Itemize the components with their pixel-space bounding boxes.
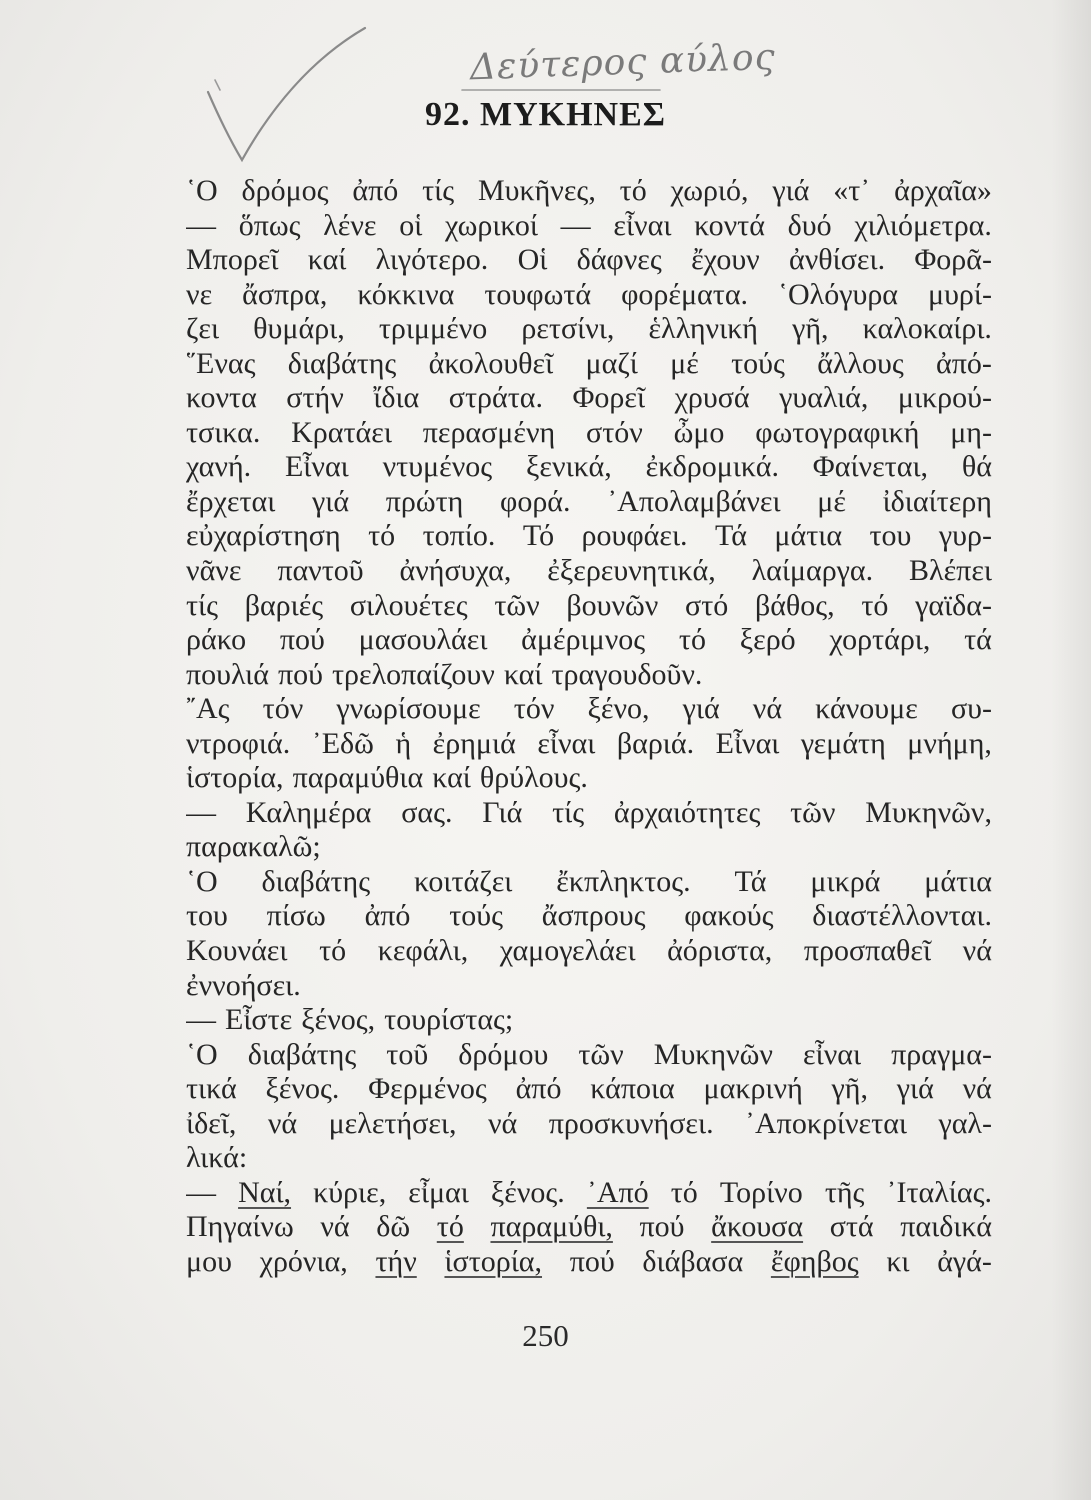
handwritten-note: Δεύτερος αύλος: [469, 36, 777, 89]
body-text: [186, 174, 992, 1280]
page-number: 250: [522, 1318, 569, 1353]
text-line: — Ναί, κύριε, εἶμαι ξένος. ᾿Από τό Τορίνο τῆς ᾿Ιταλίας.: [186, 1175, 992, 1209]
text-line: ῾Ο δρόμος ἀπό τίς Μυκῆνες, τό χωριό, γιά «τ᾽ ἀρχαῖα»: [186, 174, 992, 207]
text-line: ῾Ο διαβάτης κοιτάζει ἔκπληκτος. Τά μικρά μάτια: [186, 864, 992, 898]
page-edge-shadow: [1051, 0, 1091, 1500]
text-line: Κουνάει τό κεφάλι, χαμογελάει ἀόριστα, προσπαθεῖ νά: [186, 934, 992, 968]
text-line: κοντα στήν ἴδια στράτα. Φορεῖ χρυσά γυαλιά, μικρού-: [186, 381, 992, 415]
text-line: — ὅπως λένε οἱ χωρικοί — εἶναι κοντά δυό χιλιόμετρα.: [186, 208, 992, 242]
text-line: πουλιά πού τρελοπαίζουν καί τραγουδοῦν.: [186, 657, 703, 691]
text-line: ζει θυμάρι, τριμμένο ρετσίνι, ἑλληνική γῆ, καλοκαίρι.: [186, 312, 992, 346]
text-line: μου χρόνια, τήν ἱστορία, πού διάβασα ἔφηβος κι ἀγά-: [186, 1244, 992, 1278]
text-line: ἔρχεται γιά πρώτη φορά. ᾿Απολαμβάνει μέ ἰδιαίτερη: [186, 484, 992, 518]
text-line: ῾Ο διαβάτης τοῦ δρόμου τῶν Μυκηνῶν εἶναι πραγμα-: [186, 1037, 992, 1071]
text-line: τίς βαριές σιλουέτες τῶν βουνῶν στό βάθος, τό γαϊδα-: [186, 588, 992, 622]
text-line: ἰδεῖ, νά μελετήσει, νά προσκυνήσει. ᾿Αποκρίνεται γαλ-: [186, 1106, 992, 1140]
text-line: ῞Ενας διαβάτης ἀκολουθεῖ μαζί μέ τούς ἄλλους ἀπό-: [186, 346, 992, 380]
text-line: ῎Ας τόν γνωρίσουμε τόν ξένο, γιά νά κάνουμε συ-: [186, 692, 992, 726]
text-line: ράκο πού μασουλάει ἀμέριμνος τό ξερό χορτάρι, τά: [186, 623, 992, 657]
text-line: νᾶνε παντοῦ ἀνήσυχα, ἐξερευνητικά, λαίμαργα. Βλέπει: [186, 554, 992, 588]
text-line: ἱστορία, παραμύθια καί θρύλους.: [186, 761, 588, 795]
text-line: νε ἄσπρα, κόκκινα τουφωτά φορέματα. ῾Ολόγυρα μυρί-: [186, 277, 992, 311]
text-line: — Καλημέρα σας. Γιά τίς ἀρχαιότητες τῶν Μυκηνῶν,: [186, 795, 992, 829]
text-line: παρακαλῶ;: [186, 830, 321, 864]
text-line: ντροφιά. ᾿Εδῶ ἡ ἐρημιά εἶναι βαριά. Εἶναι γεμάτη μνήμη,: [186, 726, 992, 760]
text-line: λικά:: [186, 1141, 248, 1175]
text-line: χανή. Εἶναι ντυμένος ξενικά, ἐκδρομικά. Φαίνεται, θά: [186, 450, 992, 484]
page-title: 92. ΜΥΚΗΝΕΣ: [425, 96, 666, 133]
text-line: Μπορεῖ καί λιγότερο. Οἱ δάφνες ἔχουν ἀνθίσει. Φορᾶ-: [186, 243, 992, 277]
text-line: τσικα. Κρατάει περασμένη στόν ὦμο φωτογραφική μη-: [186, 415, 992, 449]
text-line: ἐννοήσει.: [186, 968, 301, 1002]
text-line: Πηγαίνω νά δῶ τό παραμύθι, πού ἄκουσα στά παιδικά: [186, 1210, 992, 1244]
text-line: του πίσω ἀπό τούς ἄσπρους φακούς διαστέλλονται.: [186, 899, 992, 933]
text-line: εὐχαρίστηση τό τοπίο. Τό ρουφάει. Τά μάτια του γυρ-: [186, 519, 992, 553]
text-line: τικά ξένος. Φερμένος ἀπό κάποια μακρινή γῆ, γιά νά: [186, 1072, 992, 1106]
text-line: — Εἶστε ξένος, τουρίστας;: [186, 1003, 514, 1037]
